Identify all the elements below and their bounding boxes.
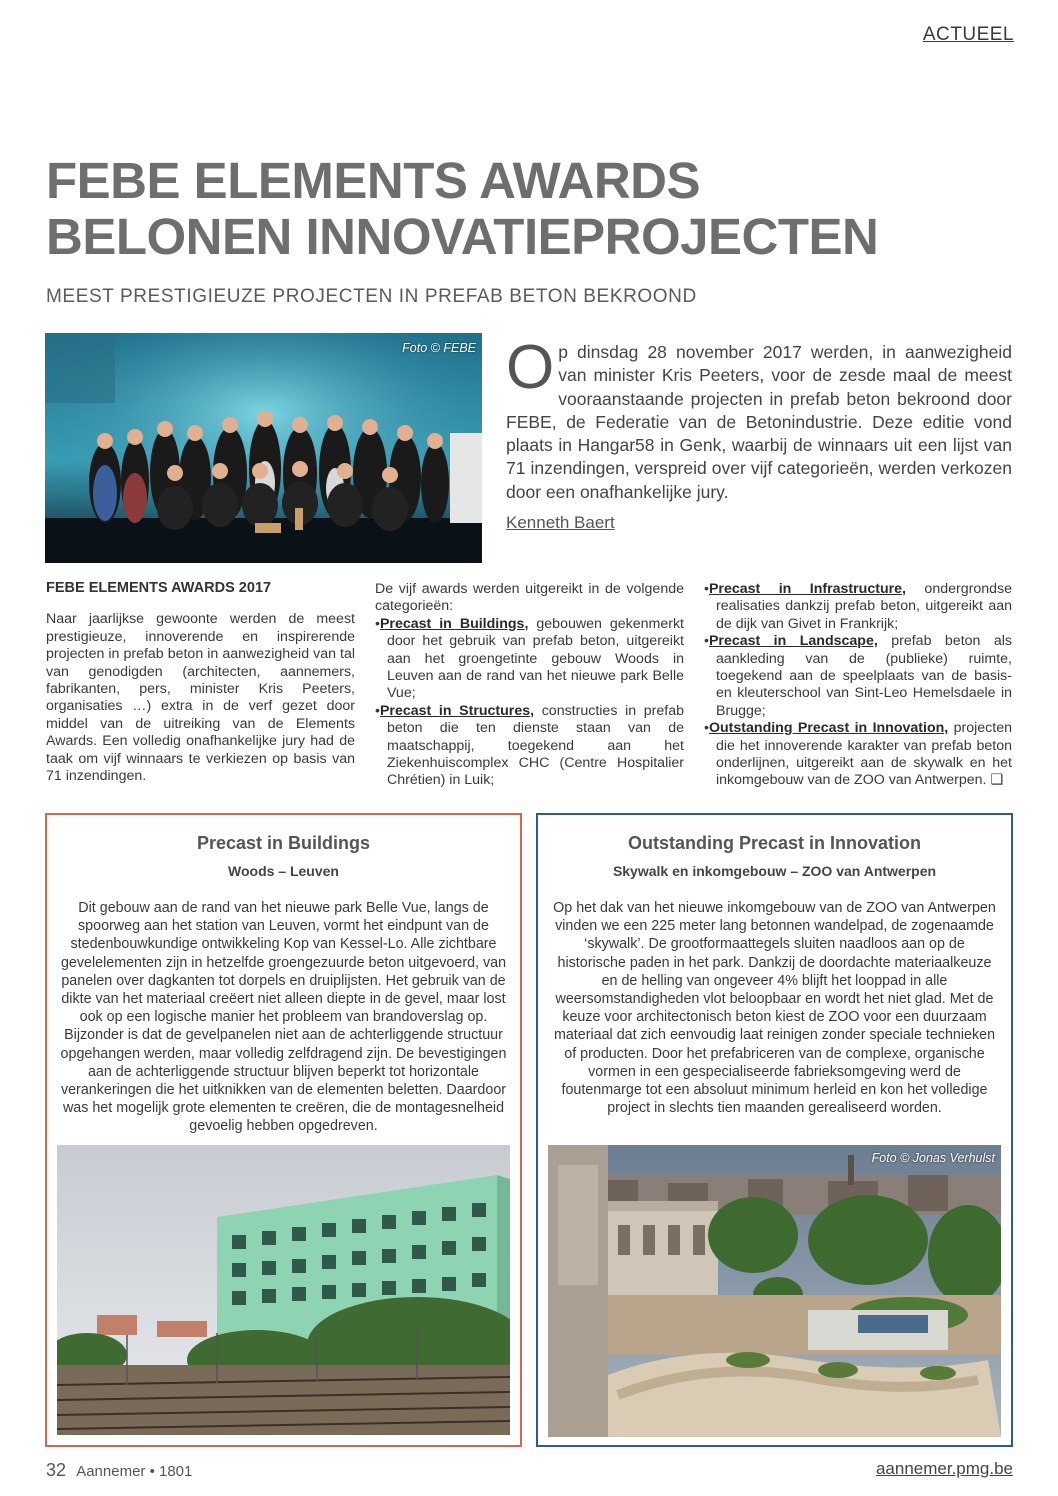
- categories-intro: De vijf awards werden uitgereikt in de volgende categorieën:: [375, 581, 684, 615]
- box-subtitle: Woods – Leuven: [228, 863, 339, 879]
- woods-building-photo: [57, 1145, 510, 1435]
- author-link[interactable]: Kenneth Baert: [506, 513, 615, 532]
- article-title: [46, 153, 1006, 265]
- box-title: Outstanding Precast in Innovation: [627, 833, 922, 853]
- category-label: Precast in Landscape,: [708, 633, 878, 650]
- column-3: [704, 581, 1012, 790]
- award-ceremony-photo: [45, 333, 482, 563]
- category-item: •Precast in Infrastructure, ondergrondse realisaties dankzij prefab beton, uitgereikt aan de dijk van Givet in Frankrijk;: [704, 581, 1012, 632]
- column-2: [375, 581, 684, 790]
- title-line-1: FEBE ELEMENTS AWARDS: [46, 152, 700, 209]
- box-outstanding-precast: [536, 813, 1013, 1447]
- category-item: •Precast in Structures, constructies in prefab beton die ten dienste staan van de maatschappij, toegekend aan het Ziekenhuiscomplex CHC (Centre Hospitalier Chrétien) in Luik;: [375, 702, 684, 789]
- section-heading: FEBE ELEMENTS AWARDS 2017: [46, 580, 272, 596]
- footer-left: [46, 1460, 192, 1481]
- end-mark-icon: ❑: [990, 772, 1004, 789]
- box-text: Dit gebouw aan de rand van het nieuwe park Belle Vue, langs de spoorweg aan het station van Leuven, vormt het eindpunt van de stedenbouwkundige ontwikkeling Kop van Kessel-Lo. Alle zichtbare gevelelementen zijn in hetzelfde groengezuurde beton uitgevoerd, van panelen over dagkanten tot dorpels en druiplijsten. Het gebruik van de dikte van het materiaal creëert niet alleen diepte in de gevel, maar lost ook op een logische manier het probleem van brandoverslag op. Bijzonder is dat de gevelpanelen niet aan de achterliggende structuur opgehangen werden, maar volledig zelfdragend zijn. De bevestigingen aan de achterliggende structuur blijven beperkt tot horizontale verankeringen die het uitknikken van de elementen beletten. Daardoor was het mogelijk grote elementen te creëren, die de montagesnelheid gevoelig hebben opgedreven.: [60, 900, 507, 1135]
- category-label: Precast in Infrastructure,: [708, 581, 906, 597]
- box-text: Op het dak van het nieuwe inkomgebouw van de ZOO van Antwerpen vinden we een 225 meter lang betonnen wandelpad, de zogenaamde ‘skywalk’. De grootformaattegels sluiten naadloos aan op de historische paden in het park. Dankzij de doordachte materiaalkeuze en de helling van ongeveer 4% blijft het looppad in alle weersomstandigheden vlot beloopbaar en wordt het niet glad. Met de keuze voor architectonisch beton kiest de ZOO voor een duurzaam materiaal dat zich eenvoudig laat reinigen zonder speciale technieken of producten. Door het prefabriceren van de complexe, organische vormen in een gespecialiseerde fabrieksomgeving werd de foutenmarge tot een absoluut minimum herleid en kon het volledige project in slechts tien maanden gerealiseerd worden.: [553, 900, 996, 1117]
- box-title: Precast in Buildings: [196, 833, 371, 853]
- photo-credit: Foto © FEBE: [402, 341, 476, 355]
- category-item: •Outstanding Precast in Innovation, projecten die het innoverende karakter van prefab beton onderlijnen, uitgereikt aan de skywalk en het inkomgebouw van de ZOO van Antwerpen. ❑: [704, 720, 1012, 789]
- publication-name: Aannemer • 1801: [76, 1463, 193, 1480]
- category-label: Precast in Buildings,: [379, 615, 529, 632]
- footer-url-link[interactable]: aannemer.pmg.be: [875, 1459, 1013, 1478]
- category-label: Precast in Structures,: [379, 702, 535, 719]
- award-ceremony-illustration: [45, 333, 482, 563]
- article-subtitle: MEEST PRESTIGIEUZE PROJECTEN IN PREFAB BETON BEKROOND: [46, 286, 697, 307]
- intro-text: p dinsdag 28 november 2017 werden, in aanwezigheid van minister Kris Peeters, voor de zesde maal de meest vooraanstaande projecten in prefab beton bekroond door FEBE, de Federatie van de Betonindustrie. Deze editie vond plaats in Hangar58 in Genk, waarbij de winnaars uit een lijst van 71 inzendingen, verspreid over vijf categorieën, werden verkozen door een onafhankelijke jury.: [506, 342, 1012, 502]
- category-item: •Precast in Buildings, gebouwen gekenmerkt door het gebruik van prefab beton, uitgereikt aan het groengetinte gebouw Woods in Leuven aan de rand van het nieuwe park Belle Vue;: [375, 615, 684, 702]
- woods-building-illustration: [57, 1145, 510, 1435]
- section-tag[interactable]: ACTUEEL: [922, 24, 1014, 45]
- column-1-body: Naar jaarlijkse gewoonte werden de meest prestigieuze, innoverende en inspirerende projecten in prefab beton in aanwezigheid van tal van genodigden (architecten, aannemers, fabrikanten, pers, minister Kris Peeters, organisaties …) extra in de verf gezet door middel van de uitreiking van de Elements Awards. Een volledig onafhankelijke jury had de taak om vijf winnaars te verkiezen op basis van 71 inzendingen.: [46, 611, 355, 785]
- drop-cap: O: [506, 333, 555, 402]
- category-label: Outstanding Precast in Innovation,: [708, 720, 949, 737]
- page-number: 32: [46, 1460, 67, 1480]
- box-precast-in-buildings: [45, 813, 522, 1447]
- column-1: [46, 580, 355, 785]
- box-subtitle: Skywalk en inkomgebouw – ZOO van Antwerpen: [612, 863, 937, 879]
- category-item: •Precast in Landscape, prefab beton als aankleding van de (publieke) ruimte, toegekend aan de speelplaats van de basis- en kleuterschool van Sint-Leo Hemelsdaele in Brugge;: [704, 633, 1012, 719]
- photo-credit: Foto © Jonas Verhulst: [871, 1151, 995, 1165]
- zoo-skywalk-photo: [548, 1145, 1001, 1437]
- zoo-skywalk-illustration: [548, 1145, 1001, 1437]
- intro-paragraph: [506, 333, 1012, 504]
- title-line-2: BELONEN INNOVATIEPROJECTEN: [46, 208, 879, 265]
